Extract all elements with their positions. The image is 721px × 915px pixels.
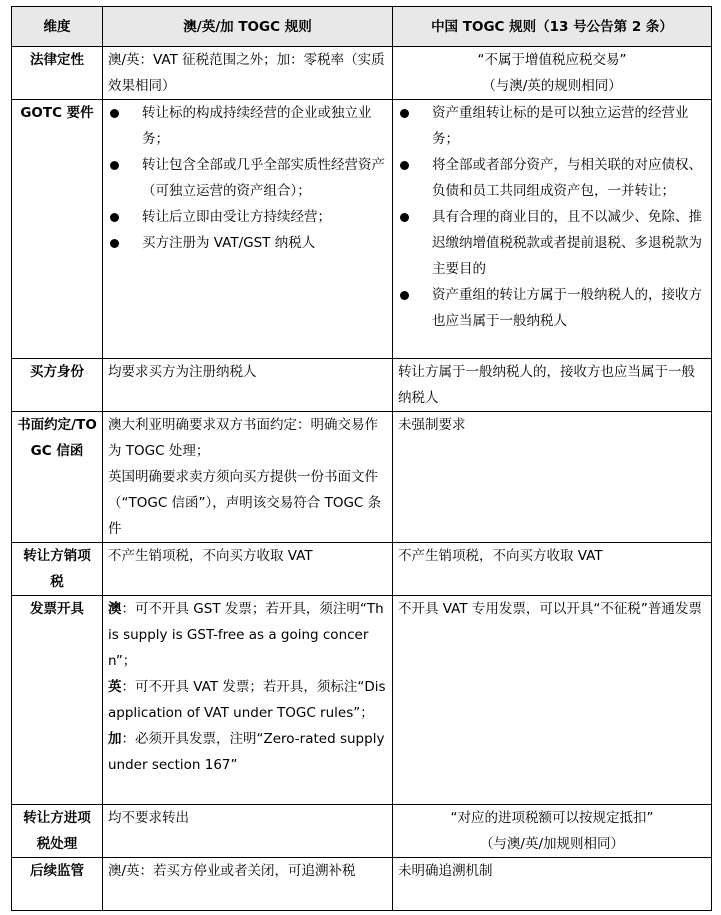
row-buyer-right: 转让方属于一般纳税人的，接收方也应当属于一般纳税人 bbox=[393, 359, 712, 412]
invoice-uk-text: ：可不开具 VAT 发票；若开具，须标注“Disapplication of VAT under TOGC rules”； bbox=[108, 679, 386, 721]
row-invoice bbox=[12, 596, 712, 805]
header-china: 中国 TOGC 规则（13 号公告第 2 条） bbox=[393, 7, 712, 47]
row-output-tax bbox=[12, 543, 712, 596]
invoice-au-text: ：可不开具 GST 发票；若开具，须注明“This supply is GST-free as a going concern”； bbox=[108, 601, 384, 669]
row-output-tax-right: 不产生销项税，不向买方收取 VAT bbox=[393, 543, 712, 596]
bullet-icon bbox=[110, 239, 119, 248]
row-gotc-left bbox=[103, 100, 393, 359]
row-written-left bbox=[103, 412, 393, 543]
row-gotc-dim: GOTC 要件 bbox=[12, 100, 103, 359]
row-input-tax-right bbox=[393, 805, 712, 858]
row-invoice-dim: 发票开具 bbox=[12, 596, 103, 805]
gotc-left-item bbox=[108, 100, 387, 152]
row-input-tax-left: 均不要求转出 bbox=[103, 805, 393, 858]
row-followup-left: 澳/英：若买方停业或者关闭，可追溯补税 bbox=[103, 858, 393, 911]
bullet-icon bbox=[110, 161, 119, 170]
row-followup bbox=[12, 858, 712, 911]
row-gotc bbox=[12, 100, 712, 359]
row-invoice-right: 不开具 VAT 专用发票，可以开具“不征税”普通发票 bbox=[393, 596, 712, 805]
row-written-left-au: 澳大利亚明确要求双方书面约定：明确交易作为 TOGC 处理； bbox=[108, 417, 378, 459]
row-legal-right bbox=[393, 47, 712, 100]
row-output-tax-dim: 转让方销项税 bbox=[12, 543, 103, 596]
invoice-uk bbox=[108, 674, 387, 726]
bullet-icon bbox=[400, 291, 409, 300]
row-written-right: 未强制要求 bbox=[393, 412, 712, 543]
bullet-icon bbox=[400, 109, 409, 118]
row-gotc-right bbox=[393, 100, 712, 359]
header-dimension: 维度 bbox=[12, 7, 103, 47]
gotc-left-text: 买方注册为 VAT/GST 纳税人 bbox=[142, 235, 316, 251]
gotc-left-text: 转让包含全部或几乎全部实质性经营资产（可独立运营的资产组合）； bbox=[142, 157, 385, 199]
row-written bbox=[12, 412, 712, 543]
togc-comparison-table bbox=[11, 6, 712, 911]
header-au-uk-ca: 澳/英/加 TOGC 规则 bbox=[103, 7, 393, 47]
bullet-icon bbox=[110, 213, 119, 222]
gotc-right-item bbox=[398, 282, 706, 334]
bullet-icon bbox=[110, 109, 119, 118]
gotc-left-item bbox=[108, 204, 387, 230]
gotc-right-text: 资产重组转让标的是可以独立运营的经营业务； bbox=[432, 105, 689, 147]
invoice-uk-label: 英 bbox=[108, 679, 122, 695]
gotc-right-item bbox=[398, 152, 706, 204]
gotc-left-text: 转让标的构成持续经营的企业或独立业务； bbox=[142, 105, 372, 147]
gotc-right-item bbox=[398, 100, 706, 152]
row-followup-right: 未明确追溯机制 bbox=[393, 858, 712, 911]
row-buyer bbox=[12, 359, 712, 412]
gotc-left-item bbox=[108, 152, 387, 204]
invoice-au bbox=[108, 596, 387, 674]
gotc-right-text: 将全部或者部分资产，与相关联的对应债权、负债和员工共同组成资产包，一并转让； bbox=[432, 157, 702, 199]
row-input-tax-right-line1: “对应的进项税额可以按规定抵扣” bbox=[450, 810, 654, 826]
row-input-tax bbox=[12, 805, 712, 858]
invoice-ca-label: 加 bbox=[108, 731, 122, 747]
row-buyer-left: 均要求买方为注册纳税人 bbox=[103, 359, 393, 412]
row-input-tax-right-line2: （与澳/英/加规则相同） bbox=[479, 836, 625, 852]
gotc-right-item bbox=[398, 204, 706, 282]
gotc-left-text: 转让后立即由受让方持续经营； bbox=[142, 209, 331, 225]
gotc-right-text: 资产重组的转让方属于一般纳税人的，接收方也应当属于一般纳税人 bbox=[432, 287, 702, 329]
gotc-right-text: 具有合理的商业目的，且不以减少、免除、推迟缴纳增值税税款或者提前退税、多退税款为主要目的 bbox=[432, 209, 702, 277]
row-followup-dim: 后续监管 bbox=[12, 858, 103, 911]
gotc-left-item bbox=[108, 230, 387, 256]
row-output-tax-left: 不产生销项税，不向买方收取 VAT bbox=[103, 543, 393, 596]
row-invoice-left bbox=[103, 596, 393, 805]
row-legal-left: 澳/英：VAT 征税范围之外；加：零税率（实质效果相同） bbox=[103, 47, 393, 100]
row-written-dim: 书面约定/TOGC 信函 bbox=[12, 412, 103, 543]
row-legal-dim: 法律定性 bbox=[12, 47, 103, 100]
row-input-tax-dim: 转让方进项税处理 bbox=[12, 805, 103, 858]
invoice-au-label: 澳 bbox=[108, 601, 122, 617]
row-legal-right-line1: “不属于增值税应税交易” bbox=[477, 52, 627, 68]
row-legal-right-line2: （与澳/英的规则相同） bbox=[482, 78, 622, 94]
row-legal bbox=[12, 47, 712, 100]
row-written-left-uk: 英国明确要求卖方须向买方提供一份书面文件（“TOGC 信函”），声明该交易符合 TOGC 条件 bbox=[108, 469, 382, 537]
bullet-icon bbox=[400, 213, 409, 222]
row-buyer-dim: 买方身份 bbox=[12, 359, 103, 412]
invoice-ca-text: ：必须开具发票，注明“Zero-rated supply under section 167” bbox=[108, 731, 385, 773]
header-row bbox=[12, 7, 712, 47]
bullet-icon bbox=[400, 161, 409, 170]
invoice-ca bbox=[108, 726, 387, 778]
